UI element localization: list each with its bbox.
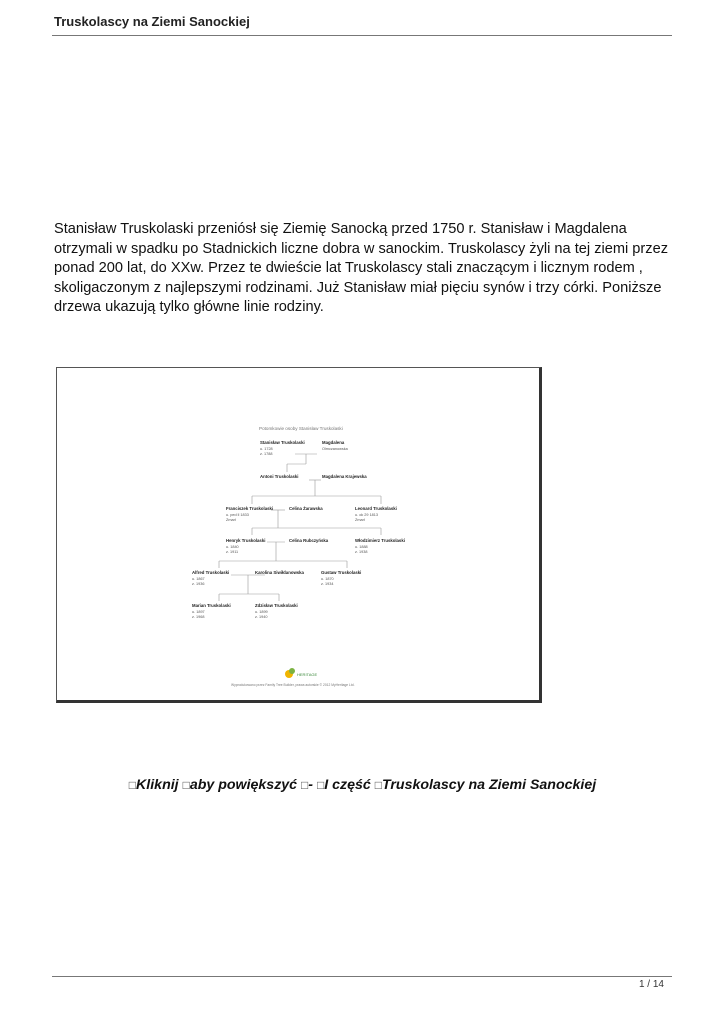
placeholder-glyph: □ xyxy=(182,778,190,792)
header-rule xyxy=(52,35,672,36)
person-detail: Zmarł xyxy=(355,518,365,522)
person-marian xyxy=(192,603,231,619)
body-line: ponad 200 lat, do XXw. Przez te dwieście lat Truskolascy stali znaczącym i licznym rodem , xyxy=(54,260,643,277)
placeholder-glyph: □ xyxy=(374,778,382,792)
family-tree-image[interactable] xyxy=(56,367,542,703)
person-detail: u. 1870 xyxy=(321,577,334,581)
person-detail: u. 1728 xyxy=(260,447,273,451)
person-name: Franciszek Truskolaski xyxy=(226,506,274,511)
person-alfred xyxy=(192,570,229,586)
person-detail: z. 1938 xyxy=(355,550,368,554)
caption-part: - xyxy=(308,777,314,793)
person-detail: z. 1934 xyxy=(321,582,334,586)
person-detail: u. 1840 xyxy=(226,545,239,549)
person-magdalena xyxy=(322,440,349,451)
person-franciszek xyxy=(226,506,273,522)
person-name: Gustaw Truskolaski xyxy=(321,570,362,575)
person-zdzislaw xyxy=(255,603,298,619)
person-detail: z. 1936 xyxy=(192,582,205,586)
person-detail: z. 1911 xyxy=(226,550,239,554)
image-caption[interactable] xyxy=(0,777,725,793)
placeholder-glyph: □ xyxy=(301,778,309,792)
person-antoni: Antoni Truskolaski xyxy=(260,474,299,479)
footer-rule xyxy=(52,976,672,977)
family-tree-chart xyxy=(57,368,540,701)
logo-text: HERITAGE xyxy=(297,672,318,677)
page-header-title: Truskolascy na Ziemi Sanockiej xyxy=(54,14,250,29)
person-detail: u. ped ll 1833 xyxy=(226,513,249,517)
body-paragraph xyxy=(54,220,676,318)
person-detail: u. ok 29 1813 xyxy=(355,513,379,517)
person-karolina: Karolina Siwiłdanowska xyxy=(255,570,304,575)
person-name: Leonard Truskolaski xyxy=(355,506,397,511)
person-detail: Olmczanowska xyxy=(322,447,348,451)
myheritage-logo xyxy=(285,668,317,678)
person-detail: z. 1968 xyxy=(192,615,205,619)
person-gustaw xyxy=(321,570,361,586)
person-name: Marian Truskolaski xyxy=(192,603,231,608)
caption-part: Kliknij xyxy=(136,777,179,793)
person-name: Henryk Truskolaski xyxy=(226,538,266,543)
tree-title: Potomkowie osoby Stanisław Truskolaski xyxy=(259,426,343,431)
person-detail: u. 1888 xyxy=(355,545,368,549)
person-detail: z. 1940 xyxy=(255,615,268,619)
placeholder-glyph: □ xyxy=(128,778,137,792)
person-name: Stanisław Truskolaski xyxy=(260,440,305,445)
tree-footer: Wyprodukowano przez Family Tree Builder, prawa autorskie © 2012 MyHeritage Ltd. xyxy=(231,683,355,687)
person-detail: Zmarł xyxy=(226,518,236,522)
person-name: Alfred Truskolaski xyxy=(192,570,230,575)
person-name: Magdalena xyxy=(322,440,345,445)
person-detail: u. 1867 xyxy=(192,577,205,581)
caption-part: aby powiększyć xyxy=(189,777,298,793)
body-line: skoligaczonym z najlepszymi rodzinami. Już Stanisław miał pięciu synów i trzy córki. Poniższe xyxy=(54,279,662,296)
body-line: drzewa ukazują tylko główne linie rodziny. xyxy=(54,299,324,316)
placeholder-glyph: □ xyxy=(316,778,325,792)
caption-part: Truskolascy na Ziemi Sanockiej xyxy=(381,777,597,793)
person-wlodzimierz xyxy=(355,538,405,554)
person-celina-zarawska: Celina Żarawska xyxy=(289,506,323,511)
person-detail: u. 1899 xyxy=(255,610,268,614)
person-leonard xyxy=(355,506,397,522)
person-henryk xyxy=(226,538,265,554)
logo-mark xyxy=(289,668,295,674)
person-celina-rubczynska: Celina Rubczyńska xyxy=(289,538,329,543)
person-magdalena-krajewska: Magdalena Krajewska xyxy=(322,474,367,479)
person-name: Włodzimierz Truskolaski xyxy=(355,538,405,543)
page-number: 1 / 14 xyxy=(638,979,664,990)
body-line: Stanisław Truskolaski przeniósł się Ziemię Sanocką przed 1750 r. Stanisław i Magdalena xyxy=(54,221,627,237)
person-detail: z. 1788 xyxy=(260,452,273,456)
person-name: Zdzisław Truskolaski xyxy=(255,603,298,608)
caption-part: I część xyxy=(324,777,371,793)
person-detail: u. 1897 xyxy=(192,610,205,614)
body-line: otrzymali w spadku po Stadnickich liczne dobra w sanockim. Truskolascy żyli na tej ziemi przez xyxy=(54,240,668,257)
person-stanislaw xyxy=(260,440,305,456)
